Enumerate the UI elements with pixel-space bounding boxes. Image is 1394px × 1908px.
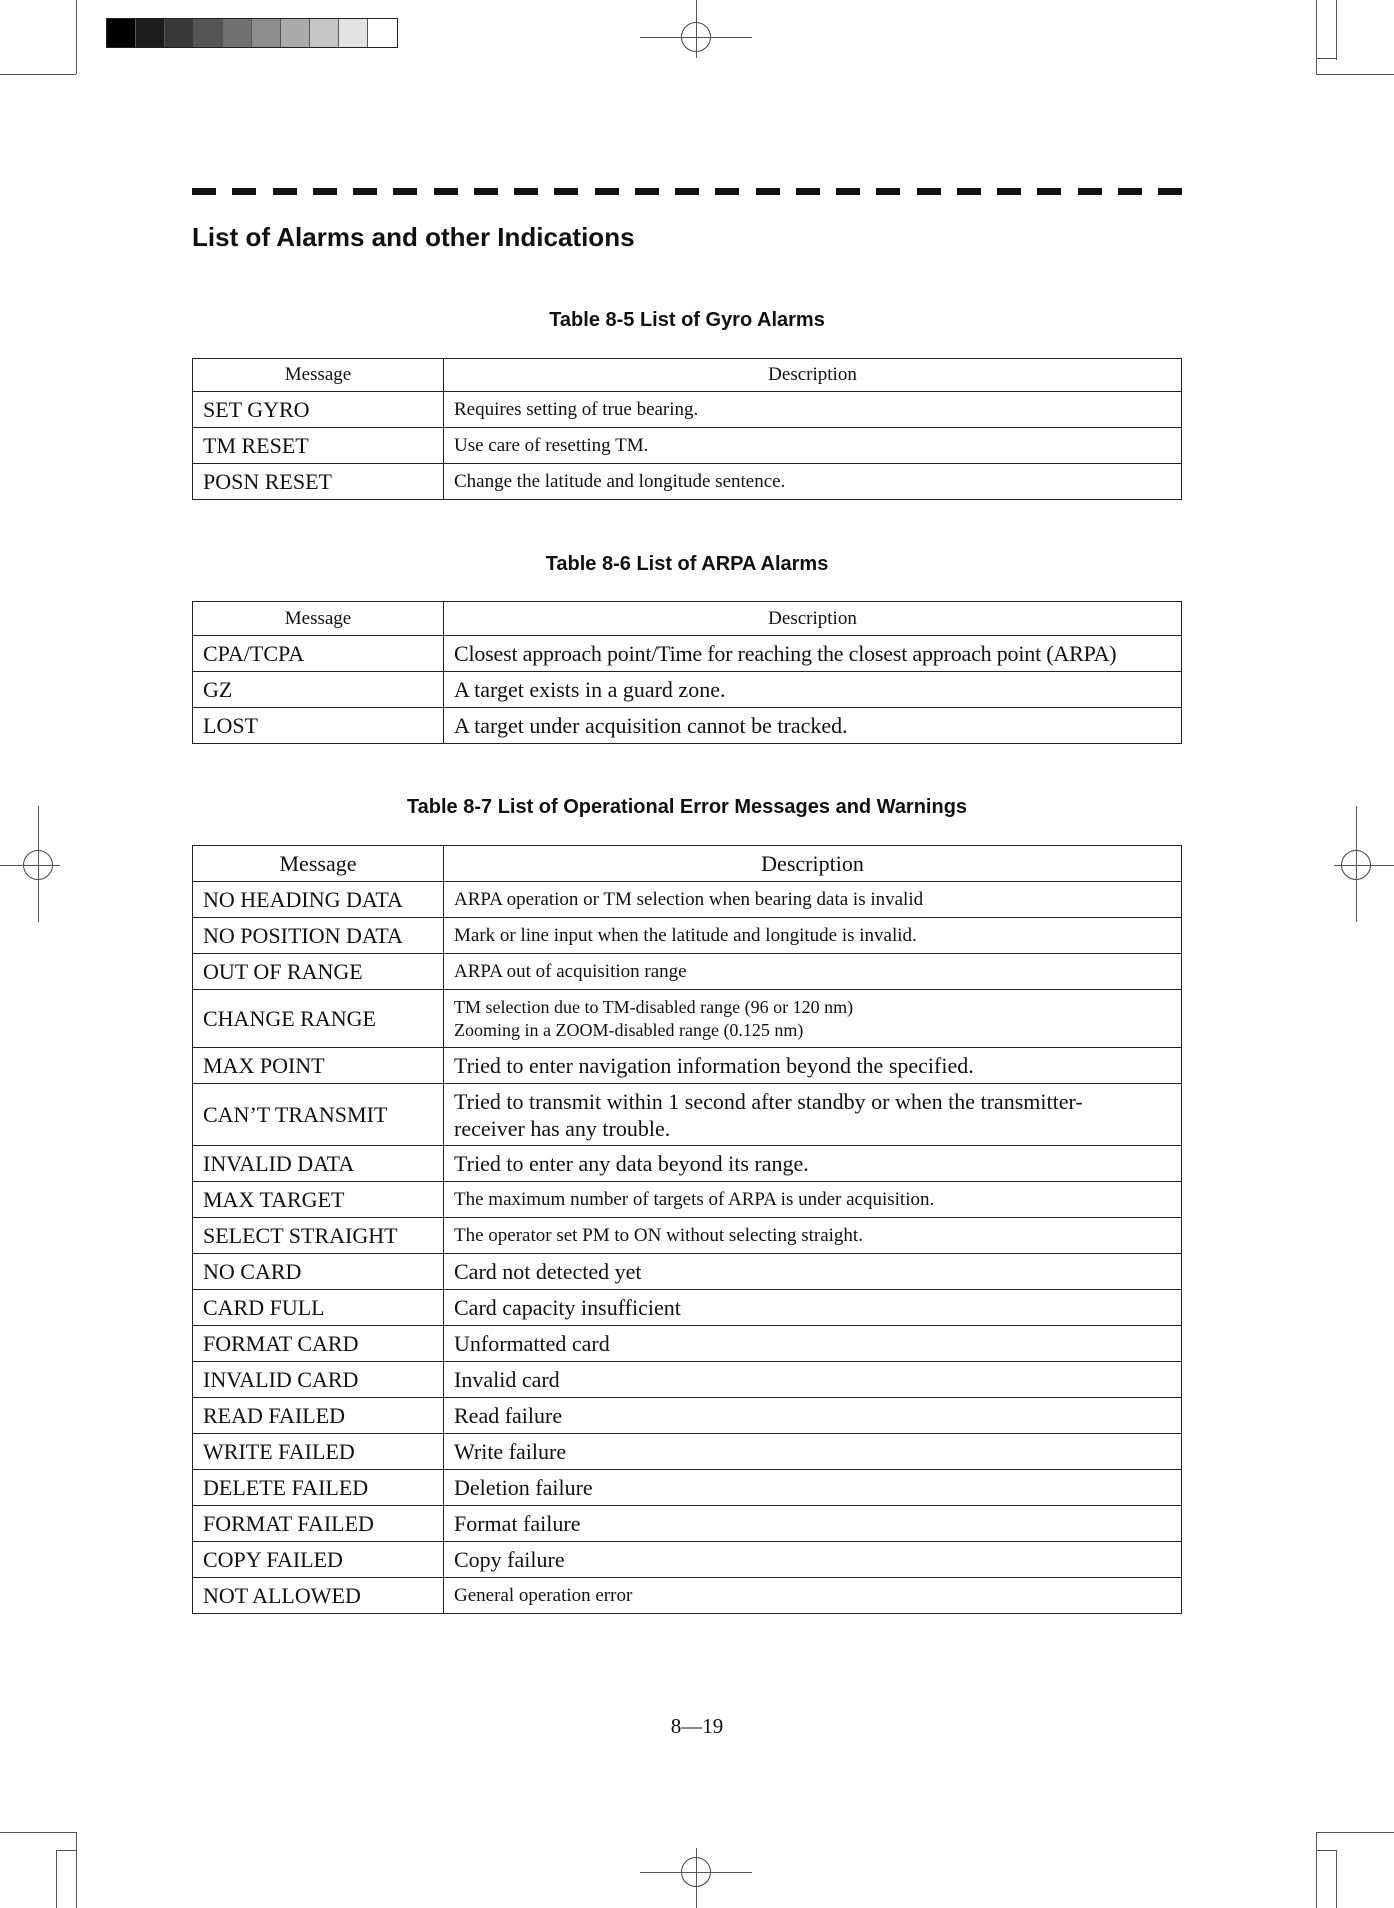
- crop-mark: [1316, 0, 1317, 74]
- message-cell: POSN RESET: [193, 464, 444, 500]
- table-row: [193, 1434, 1182, 1470]
- description-cell: Invalid card: [444, 1362, 1182, 1398]
- message-cell: LOST: [193, 708, 444, 744]
- description-line: receiver has any trouble.: [454, 1115, 671, 1141]
- gray-swatch: [136, 19, 165, 47]
- table-row: [193, 1048, 1182, 1084]
- message-cell: SET GYRO: [193, 392, 444, 428]
- message-cell: NO HEADING DATA: [193, 882, 444, 918]
- message-cell: NO POSITION DATA: [193, 918, 444, 954]
- message-cell: OUT OF RANGE: [193, 954, 444, 990]
- crop-mark: [1316, 58, 1336, 59]
- table-row: [193, 918, 1182, 954]
- table-header-row: [193, 602, 1182, 636]
- table-row: [193, 1578, 1182, 1614]
- crop-mark: [1336, 1850, 1337, 1908]
- message-cell: MAX TARGET: [193, 1182, 444, 1218]
- gray-swatch: [310, 19, 339, 47]
- message-cell: CAN’T TRANSMIT: [193, 1084, 444, 1146]
- crop-mark: [1336, 0, 1337, 60]
- description-cell: The operator set PM to ON without selecting straight.: [444, 1218, 1182, 1254]
- crop-mark: [696, 0, 697, 58]
- table-row: [193, 1182, 1182, 1218]
- description-cell: Requires setting of true bearing.: [444, 392, 1182, 428]
- column-header-description: Description: [444, 359, 1182, 392]
- crop-mark: [38, 806, 39, 922]
- message-cell: CPA/TCPA: [193, 636, 444, 672]
- gray-swatch: [252, 19, 281, 47]
- crop-mark: [1316, 1832, 1394, 1833]
- crop-mark: [0, 865, 60, 866]
- crop-mark: [1316, 1850, 1336, 1851]
- message-cell: READ FAILED: [193, 1398, 444, 1434]
- description-cell: ARPA operation or TM selection when bearing data is invalid: [444, 882, 1182, 918]
- crop-mark: [1334, 865, 1394, 866]
- table-row: [193, 1326, 1182, 1362]
- column-header-message: Message: [193, 846, 444, 882]
- message-cell: MAX POINT: [193, 1048, 444, 1084]
- message-cell: CHANGE RANGE: [193, 990, 444, 1048]
- crop-mark: [76, 0, 77, 74]
- column-header-message: Message: [193, 359, 444, 392]
- message-cell: WRITE FAILED: [193, 1434, 444, 1470]
- table-header-row: [193, 846, 1182, 882]
- message-cell: NO CARD: [193, 1254, 444, 1290]
- table-caption: Table 8-7 List of Operational Error Messages and Warnings: [406, 796, 968, 818]
- message-cell: GZ: [193, 672, 444, 708]
- description-line: TM selection due to TM-disabled range (96 or 120 nm): [454, 996, 854, 1017]
- description-cell: A target under acquisition cannot be tracked.: [444, 708, 1182, 744]
- table-row: [193, 428, 1182, 464]
- crop-mark: [1316, 74, 1394, 75]
- table-row: [193, 672, 1182, 708]
- message-cell: INVALID DATA: [193, 1146, 444, 1182]
- description-cell: Tried to enter navigation information beyond the specified.: [444, 1048, 1182, 1084]
- description-cell: Copy failure: [444, 1542, 1182, 1578]
- crop-mark: [56, 1850, 76, 1851]
- message-cell: SELECT STRAIGHT: [193, 1218, 444, 1254]
- description-cell: Card capacity insufficient: [444, 1290, 1182, 1326]
- table-row: [193, 1542, 1182, 1578]
- description-cell: General operation error: [444, 1578, 1182, 1614]
- table-row: [193, 954, 1182, 990]
- gray-swatch: [281, 19, 310, 47]
- crop-mark: [76, 1832, 77, 1908]
- description-cell: Card not detected yet: [444, 1254, 1182, 1290]
- table-row: [193, 1362, 1182, 1398]
- description-cell: [444, 1084, 1182, 1146]
- message-cell: NOT ALLOWED: [193, 1578, 444, 1614]
- crop-mark: [1316, 1832, 1317, 1908]
- description-cell: Unformatted card: [444, 1326, 1182, 1362]
- description-cell: A target exists in a guard zone.: [444, 672, 1182, 708]
- column-header-description: Description: [444, 602, 1182, 636]
- table-row: [193, 392, 1182, 428]
- gray-calibration-strip: [106, 18, 398, 48]
- description-cell: Change the latitude and longitude sentence.: [444, 464, 1182, 500]
- operational-errors-table: [192, 845, 1182, 1614]
- gray-swatch: [165, 19, 194, 47]
- table-caption: Table 8-5 List of Gyro Alarms: [549, 309, 825, 331]
- table-header-row: [193, 359, 1182, 392]
- description-line: Zooming in a ZOOM-disabled range (0.125 nm): [454, 1019, 804, 1040]
- crop-mark: [1356, 806, 1357, 922]
- page-number: 8—19: [670, 1714, 724, 1738]
- description-cell: Mark or line input when the latitude and longitude is invalid.: [444, 918, 1182, 954]
- description-cell: [444, 990, 1182, 1048]
- table-row: [193, 990, 1182, 1048]
- gray-swatch: [339, 19, 368, 47]
- table-row: [193, 1470, 1182, 1506]
- crop-mark: [0, 74, 76, 75]
- gray-swatch: [368, 19, 397, 47]
- message-cell: TM RESET: [193, 428, 444, 464]
- description-cell: Read failure: [444, 1398, 1182, 1434]
- table-row: [193, 636, 1182, 672]
- gray-swatch: [107, 19, 136, 47]
- table-row: [193, 708, 1182, 744]
- description-cell: Tried to enter any data beyond its range.: [444, 1146, 1182, 1182]
- description-cell: The maximum number of targets of ARPA is under acquisition.: [444, 1182, 1182, 1218]
- message-cell: DELETE FAILED: [193, 1470, 444, 1506]
- arpa-alarms-table: [192, 601, 1182, 744]
- gyro-alarms-table: [192, 358, 1182, 500]
- message-cell: COPY FAILED: [193, 1542, 444, 1578]
- description-cell: Format failure: [444, 1506, 1182, 1542]
- section-title: List of Alarms and other Indications: [192, 222, 635, 252]
- table-row: [193, 1290, 1182, 1326]
- dashed-divider: [192, 188, 1182, 195]
- crop-mark: [0, 1832, 76, 1833]
- description-cell: Use care of resetting TM.: [444, 428, 1182, 464]
- gray-swatch: [223, 19, 252, 47]
- table-row: [193, 1146, 1182, 1182]
- description-cell: Deletion failure: [444, 1470, 1182, 1506]
- description-cell: Closest approach point/Time for reaching the closest approach point (ARPA): [444, 636, 1182, 672]
- table-row: [193, 1218, 1182, 1254]
- column-header-description: Description: [444, 846, 1182, 882]
- crop-mark: [56, 1850, 57, 1908]
- table-row: [193, 1506, 1182, 1542]
- description-line: Tried to transmit within 1 second after standby or when the transmitter-: [454, 1088, 1083, 1114]
- table-caption: Table 8-6 List of ARPA Alarms: [545, 553, 829, 575]
- description-cell: ARPA out of acquisition range: [444, 954, 1182, 990]
- description-cell: Write failure: [444, 1434, 1182, 1470]
- table-row: [193, 1084, 1182, 1146]
- column-header-message: Message: [193, 602, 444, 636]
- table-row: [193, 1398, 1182, 1434]
- message-cell: FORMAT FAILED: [193, 1506, 444, 1542]
- table-row: [193, 882, 1182, 918]
- table-row: [193, 464, 1182, 500]
- message-cell: INVALID CARD: [193, 1362, 444, 1398]
- message-cell: FORMAT CARD: [193, 1326, 444, 1362]
- table-row: [193, 1254, 1182, 1290]
- gray-swatch: [194, 19, 223, 47]
- message-cell: CARD FULL: [193, 1290, 444, 1326]
- crop-mark: [696, 1848, 697, 1908]
